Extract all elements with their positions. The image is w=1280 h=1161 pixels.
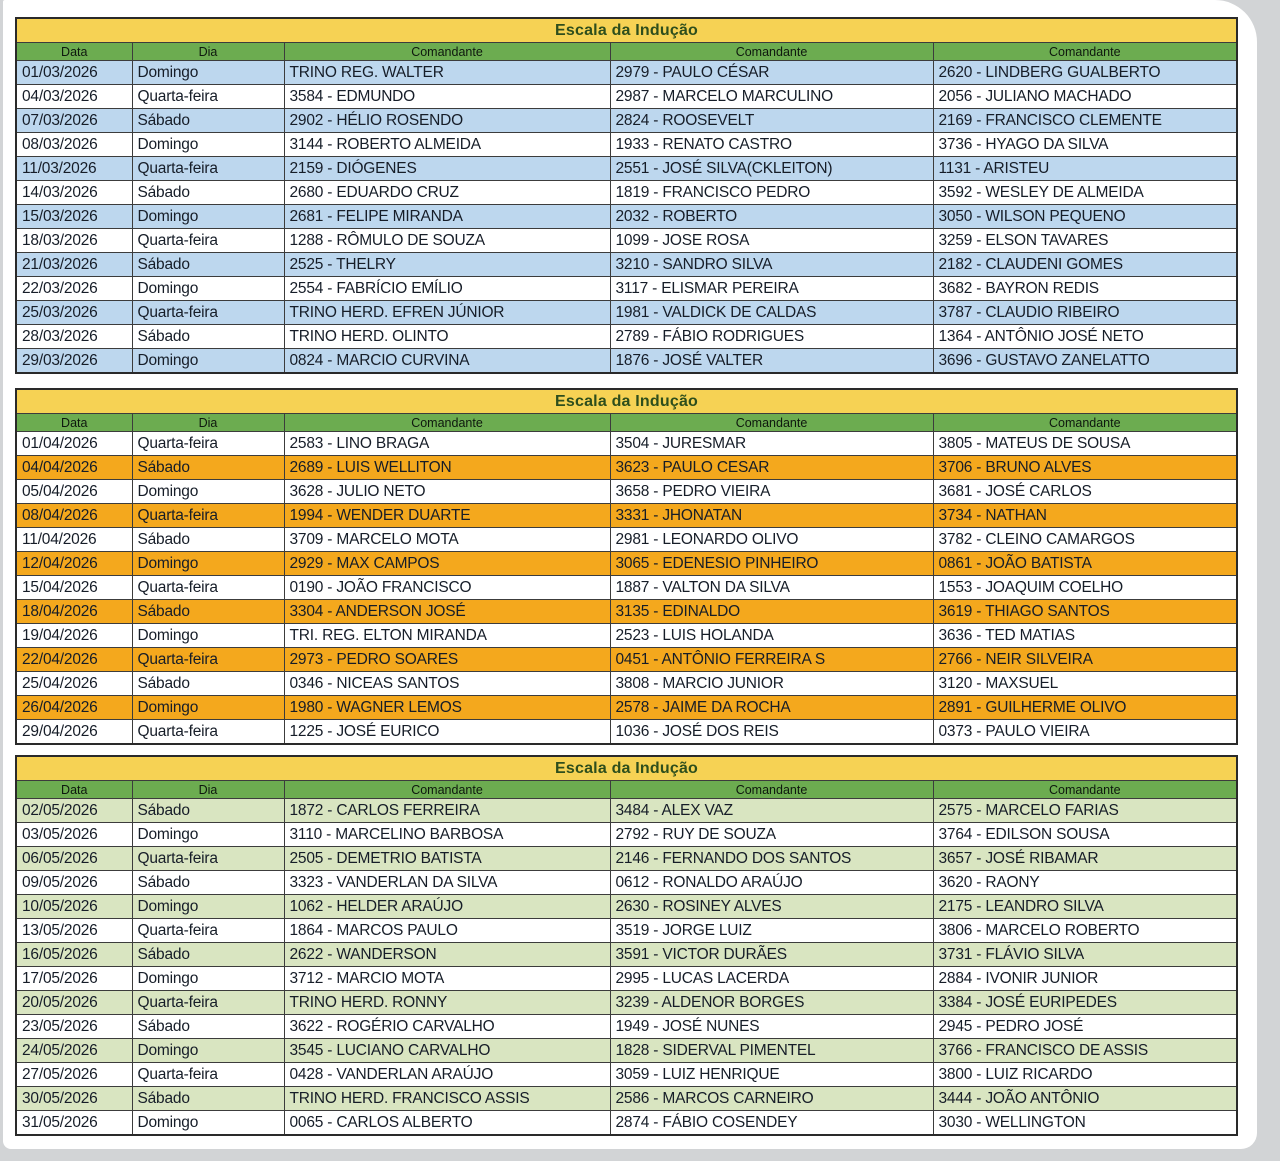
commander-1-cell: 3584 - EDMUNDO — [284, 85, 610, 109]
commander-2-cell: 1036 - JOSÉ DOS REIS — [610, 720, 933, 745]
commander-2-cell: 3210 - SANDRO SILVA — [610, 253, 933, 277]
commander-1-cell: 2929 - MAX CAMPOS — [284, 552, 610, 576]
table-row — [16, 696, 1237, 720]
table-row — [16, 847, 1237, 871]
table-row — [16, 1039, 1237, 1063]
commander-2-cell: 1933 - RENATO CASTRO — [610, 133, 933, 157]
table-row — [16, 720, 1237, 745]
day-cell: Sábado — [132, 325, 284, 349]
commander-1-cell: TRINO HERD. OLINTO — [284, 325, 610, 349]
commander-2-cell: 3135 - EDINALDO — [610, 600, 933, 624]
commander-2-cell: 2824 - ROOSEVELT — [610, 109, 933, 133]
table-row — [16, 1087, 1237, 1111]
date-cell: 04/03/2026 — [16, 85, 132, 109]
date-cell: 10/05/2026 — [16, 895, 132, 919]
commander-2-cell: 3239 - ALDENOR BORGES — [610, 991, 933, 1015]
commander-3-cell: 3764 - EDILSON SOUSA — [933, 823, 1237, 847]
table-row — [16, 325, 1237, 349]
header-row — [16, 43, 1237, 61]
commander-1-cell: 1872 - CARLOS FERREIRA — [284, 799, 610, 823]
commander-3-cell: 3696 - GUSTAVO ZANELATTO — [933, 349, 1237, 374]
table-row — [16, 1015, 1237, 1039]
commander-1-cell: 3622 - ROGÉRIO CARVALHO — [284, 1015, 610, 1039]
schedule-table — [15, 388, 1238, 745]
table-row — [16, 991, 1237, 1015]
tables-container — [3, 0, 1236, 1136]
date-cell: 07/03/2026 — [16, 109, 132, 133]
date-cell: 30/05/2026 — [16, 1087, 132, 1111]
commander-3-cell: 3030 - WELLINGTON — [933, 1111, 1237, 1136]
commander-1-cell: 1980 - WAGNER LEMOS — [284, 696, 610, 720]
table-row — [16, 253, 1237, 277]
commander-2-cell: 3808 - MARCIO JUNIOR — [610, 672, 933, 696]
column-header-dia: Dia — [132, 43, 284, 61]
commander-2-cell: 3504 - JURESMAR — [610, 432, 933, 456]
table-row — [16, 229, 1237, 253]
commander-2-cell: 2789 - FÁBIO RODRIGUES — [610, 325, 933, 349]
date-cell: 12/04/2026 — [16, 552, 132, 576]
commander-1-cell: 2505 - DEMETRIO BATISTA — [284, 847, 610, 871]
day-cell: Domingo — [132, 624, 284, 648]
commander-3-cell: 3806 - MARCELO ROBERTO — [933, 919, 1237, 943]
commander-2-cell: 2586 - MARCOS CARNEIRO — [610, 1087, 933, 1111]
day-cell: Sábado — [132, 1087, 284, 1111]
day-cell: Quarta-feira — [132, 432, 284, 456]
commander-2-cell: 3591 - VICTOR DURÃES — [610, 943, 933, 967]
day-cell: Quarta-feira — [132, 720, 284, 745]
commander-3-cell: 2884 - IVONIR JUNIOR — [933, 967, 1237, 991]
commander-2-cell: 2995 - LUCAS LACERDA — [610, 967, 933, 991]
table-row — [16, 528, 1237, 552]
commander-2-cell: 2630 - ROSINEY ALVES — [610, 895, 933, 919]
commander-1-cell: 2680 - EDUARDO CRUZ — [284, 181, 610, 205]
commander-3-cell: 2575 - MARCELO FARIAS — [933, 799, 1237, 823]
commander-3-cell: 3681 - JOSÉ CARLOS — [933, 480, 1237, 504]
commander-1-cell: 1225 - JOSÉ EURICO — [284, 720, 610, 745]
commander-2-cell: 2578 - JAIME DA ROCHA — [610, 696, 933, 720]
commander-3-cell: 3657 - JOSÉ RIBAMAR — [933, 847, 1237, 871]
table-row — [16, 600, 1237, 624]
commander-1-cell: TRINO HERD. FRANCISCO ASSIS — [284, 1087, 610, 1111]
commander-3-cell: 2175 - LEANDRO SILVA — [933, 895, 1237, 919]
date-cell: 04/04/2026 — [16, 456, 132, 480]
commander-2-cell: 3623 - PAULO CESAR — [610, 456, 933, 480]
column-header-data: Data — [16, 781, 132, 799]
table-row — [16, 919, 1237, 943]
commander-2-cell: 3658 - PEDRO VIEIRA — [610, 480, 933, 504]
title-row — [16, 18, 1237, 43]
day-cell: Quarta-feira — [132, 919, 284, 943]
commander-3-cell: 1131 - ARISTEU — [933, 157, 1237, 181]
column-header-comandante: Comandante — [610, 781, 933, 799]
commander-3-cell: 1553 - JOAQUIM COELHO — [933, 576, 1237, 600]
date-cell: 25/03/2026 — [16, 301, 132, 325]
commander-1-cell: 2622 - WANDERSON — [284, 943, 610, 967]
column-header-data: Data — [16, 43, 132, 61]
date-cell: 13/05/2026 — [16, 919, 132, 943]
commander-3-cell: 3787 - CLAUDIO RIBEIRO — [933, 301, 1237, 325]
table-row — [16, 823, 1237, 847]
commander-1-cell: 2554 - FABRÍCIO EMÍLIO — [284, 277, 610, 301]
day-cell: Domingo — [132, 895, 284, 919]
commander-1-cell: 2159 - DIÓGENES — [284, 157, 610, 181]
commander-1-cell: TRINO HERD. RONNY — [284, 991, 610, 1015]
day-cell: Sábado — [132, 943, 284, 967]
date-cell: 23/05/2026 — [16, 1015, 132, 1039]
title-row — [16, 389, 1237, 414]
day-cell: Quarta-feira — [132, 648, 284, 672]
schedule-table — [15, 17, 1238, 374]
date-cell: 31/05/2026 — [16, 1111, 132, 1136]
day-cell: Domingo — [132, 1039, 284, 1063]
day-cell: Quarta-feira — [132, 301, 284, 325]
table-title: Escala da Indução — [16, 18, 1237, 43]
date-cell: 29/03/2026 — [16, 349, 132, 374]
commander-2-cell: 2032 - ROBERTO — [610, 205, 933, 229]
date-cell: 19/04/2026 — [16, 624, 132, 648]
date-cell: 16/05/2026 — [16, 943, 132, 967]
day-cell: Sábado — [132, 672, 284, 696]
table-body — [16, 756, 1237, 1135]
commander-1-cell: 0065 - CARLOS ALBERTO — [284, 1111, 610, 1136]
table-row — [16, 109, 1237, 133]
commander-2-cell: 3331 - JHONATAN — [610, 504, 933, 528]
commander-2-cell: 2523 - LUIS HOLANDA — [610, 624, 933, 648]
day-cell: Domingo — [132, 277, 284, 301]
commander-2-cell: 1981 - VALDICK DE CALDAS — [610, 301, 933, 325]
commander-3-cell: 3782 - CLEINO CAMARGOS — [933, 528, 1237, 552]
date-cell: 18/04/2026 — [16, 600, 132, 624]
commander-1-cell: 2902 - HÉLIO ROSENDO — [284, 109, 610, 133]
commander-3-cell: 2182 - CLAUDENI GOMES — [933, 253, 1237, 277]
day-cell: Sábado — [132, 528, 284, 552]
date-cell: 18/03/2026 — [16, 229, 132, 253]
commander-1-cell: 3628 - JULIO NETO — [284, 480, 610, 504]
date-cell: 11/03/2026 — [16, 157, 132, 181]
day-cell: Quarta-feira — [132, 991, 284, 1015]
commander-3-cell: 2891 - GUILHERME OLIVO — [933, 696, 1237, 720]
commander-1-cell: 3144 - ROBERTO ALMEIDA — [284, 133, 610, 157]
commander-1-cell: 0346 - NICEAS SANTOS — [284, 672, 610, 696]
commander-1-cell: 2525 - THELRY — [284, 253, 610, 277]
commander-3-cell: 1364 - ANTÔNIO JOSÉ NETO — [933, 325, 1237, 349]
column-header-comandante: Comandante — [284, 414, 610, 432]
title-row — [16, 756, 1237, 781]
header-row — [16, 414, 1237, 432]
commander-1-cell: 1288 - RÔMULO DE SOUZA — [284, 229, 610, 253]
date-cell: 03/05/2026 — [16, 823, 132, 847]
day-cell: Sábado — [132, 253, 284, 277]
commander-1-cell: 3110 - MARCELINO BARBOSA — [284, 823, 610, 847]
date-cell: 14/03/2026 — [16, 181, 132, 205]
commander-3-cell: 3636 - TED MATIAS — [933, 624, 1237, 648]
day-cell: Sábado — [132, 109, 284, 133]
table-row — [16, 301, 1237, 325]
table-row — [16, 480, 1237, 504]
commander-2-cell: 3117 - ELISMAR PEREIRA — [610, 277, 933, 301]
day-cell: Quarta-feira — [132, 157, 284, 181]
date-cell: 06/05/2026 — [16, 847, 132, 871]
date-cell: 11/04/2026 — [16, 528, 132, 552]
date-cell: 01/03/2026 — [16, 61, 132, 85]
table-row — [16, 432, 1237, 456]
day-cell: Quarta-feira — [132, 229, 284, 253]
date-cell: 01/04/2026 — [16, 432, 132, 456]
commander-3-cell: 0373 - PAULO VIEIRA — [933, 720, 1237, 745]
commander-2-cell: 0451 - ANTÔNIO FERREIRA S — [610, 648, 933, 672]
day-cell: Sábado — [132, 871, 284, 895]
date-cell: 15/03/2026 — [16, 205, 132, 229]
column-header-dia: Dia — [132, 781, 284, 799]
date-cell: 17/05/2026 — [16, 967, 132, 991]
commander-2-cell: 2146 - FERNANDO DOS SANTOS — [610, 847, 933, 871]
column-header-comandante: Comandante — [284, 43, 610, 61]
day-cell: Domingo — [132, 480, 284, 504]
commander-1-cell: 0190 - JOÃO FRANCISCO — [284, 576, 610, 600]
column-header-comandante: Comandante — [610, 414, 933, 432]
table-row — [16, 277, 1237, 301]
commander-1-cell: 1864 - MARCOS PAULO — [284, 919, 610, 943]
day-cell: Domingo — [132, 823, 284, 847]
date-cell: 25/04/2026 — [16, 672, 132, 696]
table-row — [16, 672, 1237, 696]
date-cell: 02/05/2026 — [16, 799, 132, 823]
date-cell: 20/05/2026 — [16, 991, 132, 1015]
commander-2-cell: 1887 - VALTON DA SILVA — [610, 576, 933, 600]
table-body — [16, 18, 1237, 373]
table-row — [16, 456, 1237, 480]
commander-2-cell: 1876 - JOSÉ VALTER — [610, 349, 933, 374]
commander-3-cell: 2945 - PEDRO JOSÉ — [933, 1015, 1237, 1039]
commander-3-cell: 3050 - WILSON PEQUENO — [933, 205, 1237, 229]
day-cell: Sábado — [132, 456, 284, 480]
commander-1-cell: 3304 - ANDERSON JOSÉ — [284, 600, 610, 624]
day-cell: Quarta-feira — [132, 576, 284, 600]
day-cell: Domingo — [132, 967, 284, 991]
commander-3-cell: 3736 - HYAGO DA SILVA — [933, 133, 1237, 157]
table-row — [16, 943, 1237, 967]
date-cell: 28/03/2026 — [16, 325, 132, 349]
commander-3-cell: 3592 - WESLEY DE ALMEIDA — [933, 181, 1237, 205]
table-row — [16, 61, 1237, 85]
commander-1-cell: 3709 - MARCELO MOTA — [284, 528, 610, 552]
commander-3-cell: 0861 - JOÃO BATISTA — [933, 552, 1237, 576]
table-row — [16, 1111, 1237, 1136]
day-cell: Quarta-feira — [132, 1063, 284, 1087]
commander-2-cell: 2551 - JOSÉ SILVA(CKLEITON) — [610, 157, 933, 181]
commander-3-cell: 3444 - JOÃO ANTÔNIO — [933, 1087, 1237, 1111]
date-cell: 08/04/2026 — [16, 504, 132, 528]
table-row — [16, 504, 1237, 528]
commander-3-cell: 3805 - MATEUS DE SOUSA — [933, 432, 1237, 456]
commander-1-cell: TRINO HERD. EFREN JÚNIOR — [284, 301, 610, 325]
commander-3-cell: 2056 - JULIANO MACHADO — [933, 85, 1237, 109]
day-cell: Domingo — [132, 552, 284, 576]
commander-3-cell: 3734 - NATHAN — [933, 504, 1237, 528]
page — [3, 0, 1257, 1149]
commander-1-cell: TRINO REG. WALTER — [284, 61, 610, 85]
commander-3-cell: 3800 - LUIZ RICARDO — [933, 1063, 1237, 1087]
day-cell: Domingo — [132, 696, 284, 720]
date-cell: 29/04/2026 — [16, 720, 132, 745]
commander-1-cell: 2689 - LUIS WELLITON — [284, 456, 610, 480]
day-cell: Domingo — [132, 349, 284, 374]
commander-1-cell: 3545 - LUCIANO CARVALHO — [284, 1039, 610, 1063]
commander-3-cell: 3766 - FRANCISCO DE ASSIS — [933, 1039, 1237, 1063]
table-title: Escala da Indução — [16, 389, 1237, 414]
column-header-comandante: Comandante — [933, 781, 1237, 799]
day-cell: Quarta-feira — [132, 847, 284, 871]
day-cell: Domingo — [132, 1111, 284, 1136]
table-row — [16, 349, 1237, 374]
commander-2-cell: 2874 - FÁBIO COSENDEY — [610, 1111, 933, 1136]
date-cell: 24/05/2026 — [16, 1039, 132, 1063]
commander-1-cell: 3323 - VANDERLAN DA SILVA — [284, 871, 610, 895]
table-row — [16, 624, 1237, 648]
day-cell: Quarta-feira — [132, 504, 284, 528]
table-row — [16, 1063, 1237, 1087]
table-row — [16, 552, 1237, 576]
day-cell: Domingo — [132, 133, 284, 157]
schedule-table — [15, 755, 1238, 1136]
commander-2-cell: 2792 - RUY DE SOUZA — [610, 823, 933, 847]
date-cell: 08/03/2026 — [16, 133, 132, 157]
commander-3-cell: 3619 - THIAGO SANTOS — [933, 600, 1237, 624]
commander-3-cell: 2620 - LINDBERG GUALBERTO — [933, 61, 1237, 85]
commander-3-cell: 3120 - MAXSUEL — [933, 672, 1237, 696]
table-row — [16, 648, 1237, 672]
commander-2-cell: 2981 - LEONARDO OLIVO — [610, 528, 933, 552]
date-cell: 15/04/2026 — [16, 576, 132, 600]
date-cell: 22/03/2026 — [16, 277, 132, 301]
column-header-dia: Dia — [132, 414, 284, 432]
table-row — [16, 133, 1237, 157]
commander-2-cell: 1099 - JOSE ROSA — [610, 229, 933, 253]
date-cell: 21/03/2026 — [16, 253, 132, 277]
day-cell: Sábado — [132, 1015, 284, 1039]
header-row — [16, 781, 1237, 799]
commander-2-cell: 1828 - SIDERVAL PIMENTEL — [610, 1039, 933, 1063]
table-body — [16, 389, 1237, 744]
commander-1-cell: 1994 - WENDER DUARTE — [284, 504, 610, 528]
table-row — [16, 871, 1237, 895]
table-row — [16, 799, 1237, 823]
day-cell: Domingo — [132, 205, 284, 229]
date-cell: 09/05/2026 — [16, 871, 132, 895]
commander-2-cell: 2979 - PAULO CÉSAR — [610, 61, 933, 85]
date-cell: 05/04/2026 — [16, 480, 132, 504]
commander-2-cell: 3065 - EDENESIO PINHEIRO — [610, 552, 933, 576]
column-header-data: Data — [16, 414, 132, 432]
table-row — [16, 205, 1237, 229]
table-row — [16, 576, 1237, 600]
commander-3-cell: 3706 - BRUNO ALVES — [933, 456, 1237, 480]
date-cell: 27/05/2026 — [16, 1063, 132, 1087]
commander-2-cell: 2987 - MARCELO MARCULINO — [610, 85, 933, 109]
date-cell: 22/04/2026 — [16, 648, 132, 672]
column-header-comandante: Comandante — [933, 43, 1237, 61]
commander-3-cell: 2169 - FRANCISCO CLEMENTE — [933, 109, 1237, 133]
column-header-comandante: Comandante — [284, 781, 610, 799]
commander-3-cell: 2766 - NEIR SILVEIRA — [933, 648, 1237, 672]
column-header-comandante: Comandante — [610, 43, 933, 61]
commander-2-cell: 3059 - LUIZ HENRIQUE — [610, 1063, 933, 1087]
date-cell: 26/04/2026 — [16, 696, 132, 720]
commander-1-cell: 2681 - FELIPE MIRANDA — [284, 205, 610, 229]
table-row — [16, 967, 1237, 991]
table-title: Escala da Indução — [16, 756, 1237, 781]
table-row — [16, 181, 1237, 205]
commander-3-cell: 3731 - FLÁVIO SILVA — [933, 943, 1237, 967]
table-row — [16, 85, 1237, 109]
commander-1-cell: TRI. REG. ELTON MIRANDA — [284, 624, 610, 648]
column-header-comandante: Comandante — [933, 414, 1237, 432]
commander-2-cell: 3519 - JORGE LUIZ — [610, 919, 933, 943]
commander-2-cell: 0612 - RONALDO ARAÚJO — [610, 871, 933, 895]
commander-2-cell: 1819 - FRANCISCO PEDRO — [610, 181, 933, 205]
commander-1-cell: 3712 - MARCIO MOTA — [284, 967, 610, 991]
day-cell: Domingo — [132, 61, 284, 85]
commander-3-cell: 3259 - ELSON TAVARES — [933, 229, 1237, 253]
commander-1-cell: 1062 - HELDER ARAÚJO — [284, 895, 610, 919]
commander-3-cell: 3384 - JOSÉ EURIPEDES — [933, 991, 1237, 1015]
table-row — [16, 895, 1237, 919]
commander-2-cell: 1949 - JOSÉ NUNES — [610, 1015, 933, 1039]
commander-1-cell: 0824 - MARCIO CURVINA — [284, 349, 610, 374]
commander-3-cell: 3620 - RAONY — [933, 871, 1237, 895]
commander-1-cell: 2583 - LINO BRAGA — [284, 432, 610, 456]
day-cell: Sábado — [132, 799, 284, 823]
day-cell: Sábado — [132, 600, 284, 624]
commander-1-cell: 0428 - VANDERLAN ARAÚJO — [284, 1063, 610, 1087]
day-cell: Quarta-feira — [132, 85, 284, 109]
commander-3-cell: 3682 - BAYRON REDIS — [933, 277, 1237, 301]
table-row — [16, 157, 1237, 181]
day-cell: Sábado — [132, 181, 284, 205]
commander-1-cell: 2973 - PEDRO SOARES — [284, 648, 610, 672]
commander-2-cell: 3484 - ALEX VAZ — [610, 799, 933, 823]
